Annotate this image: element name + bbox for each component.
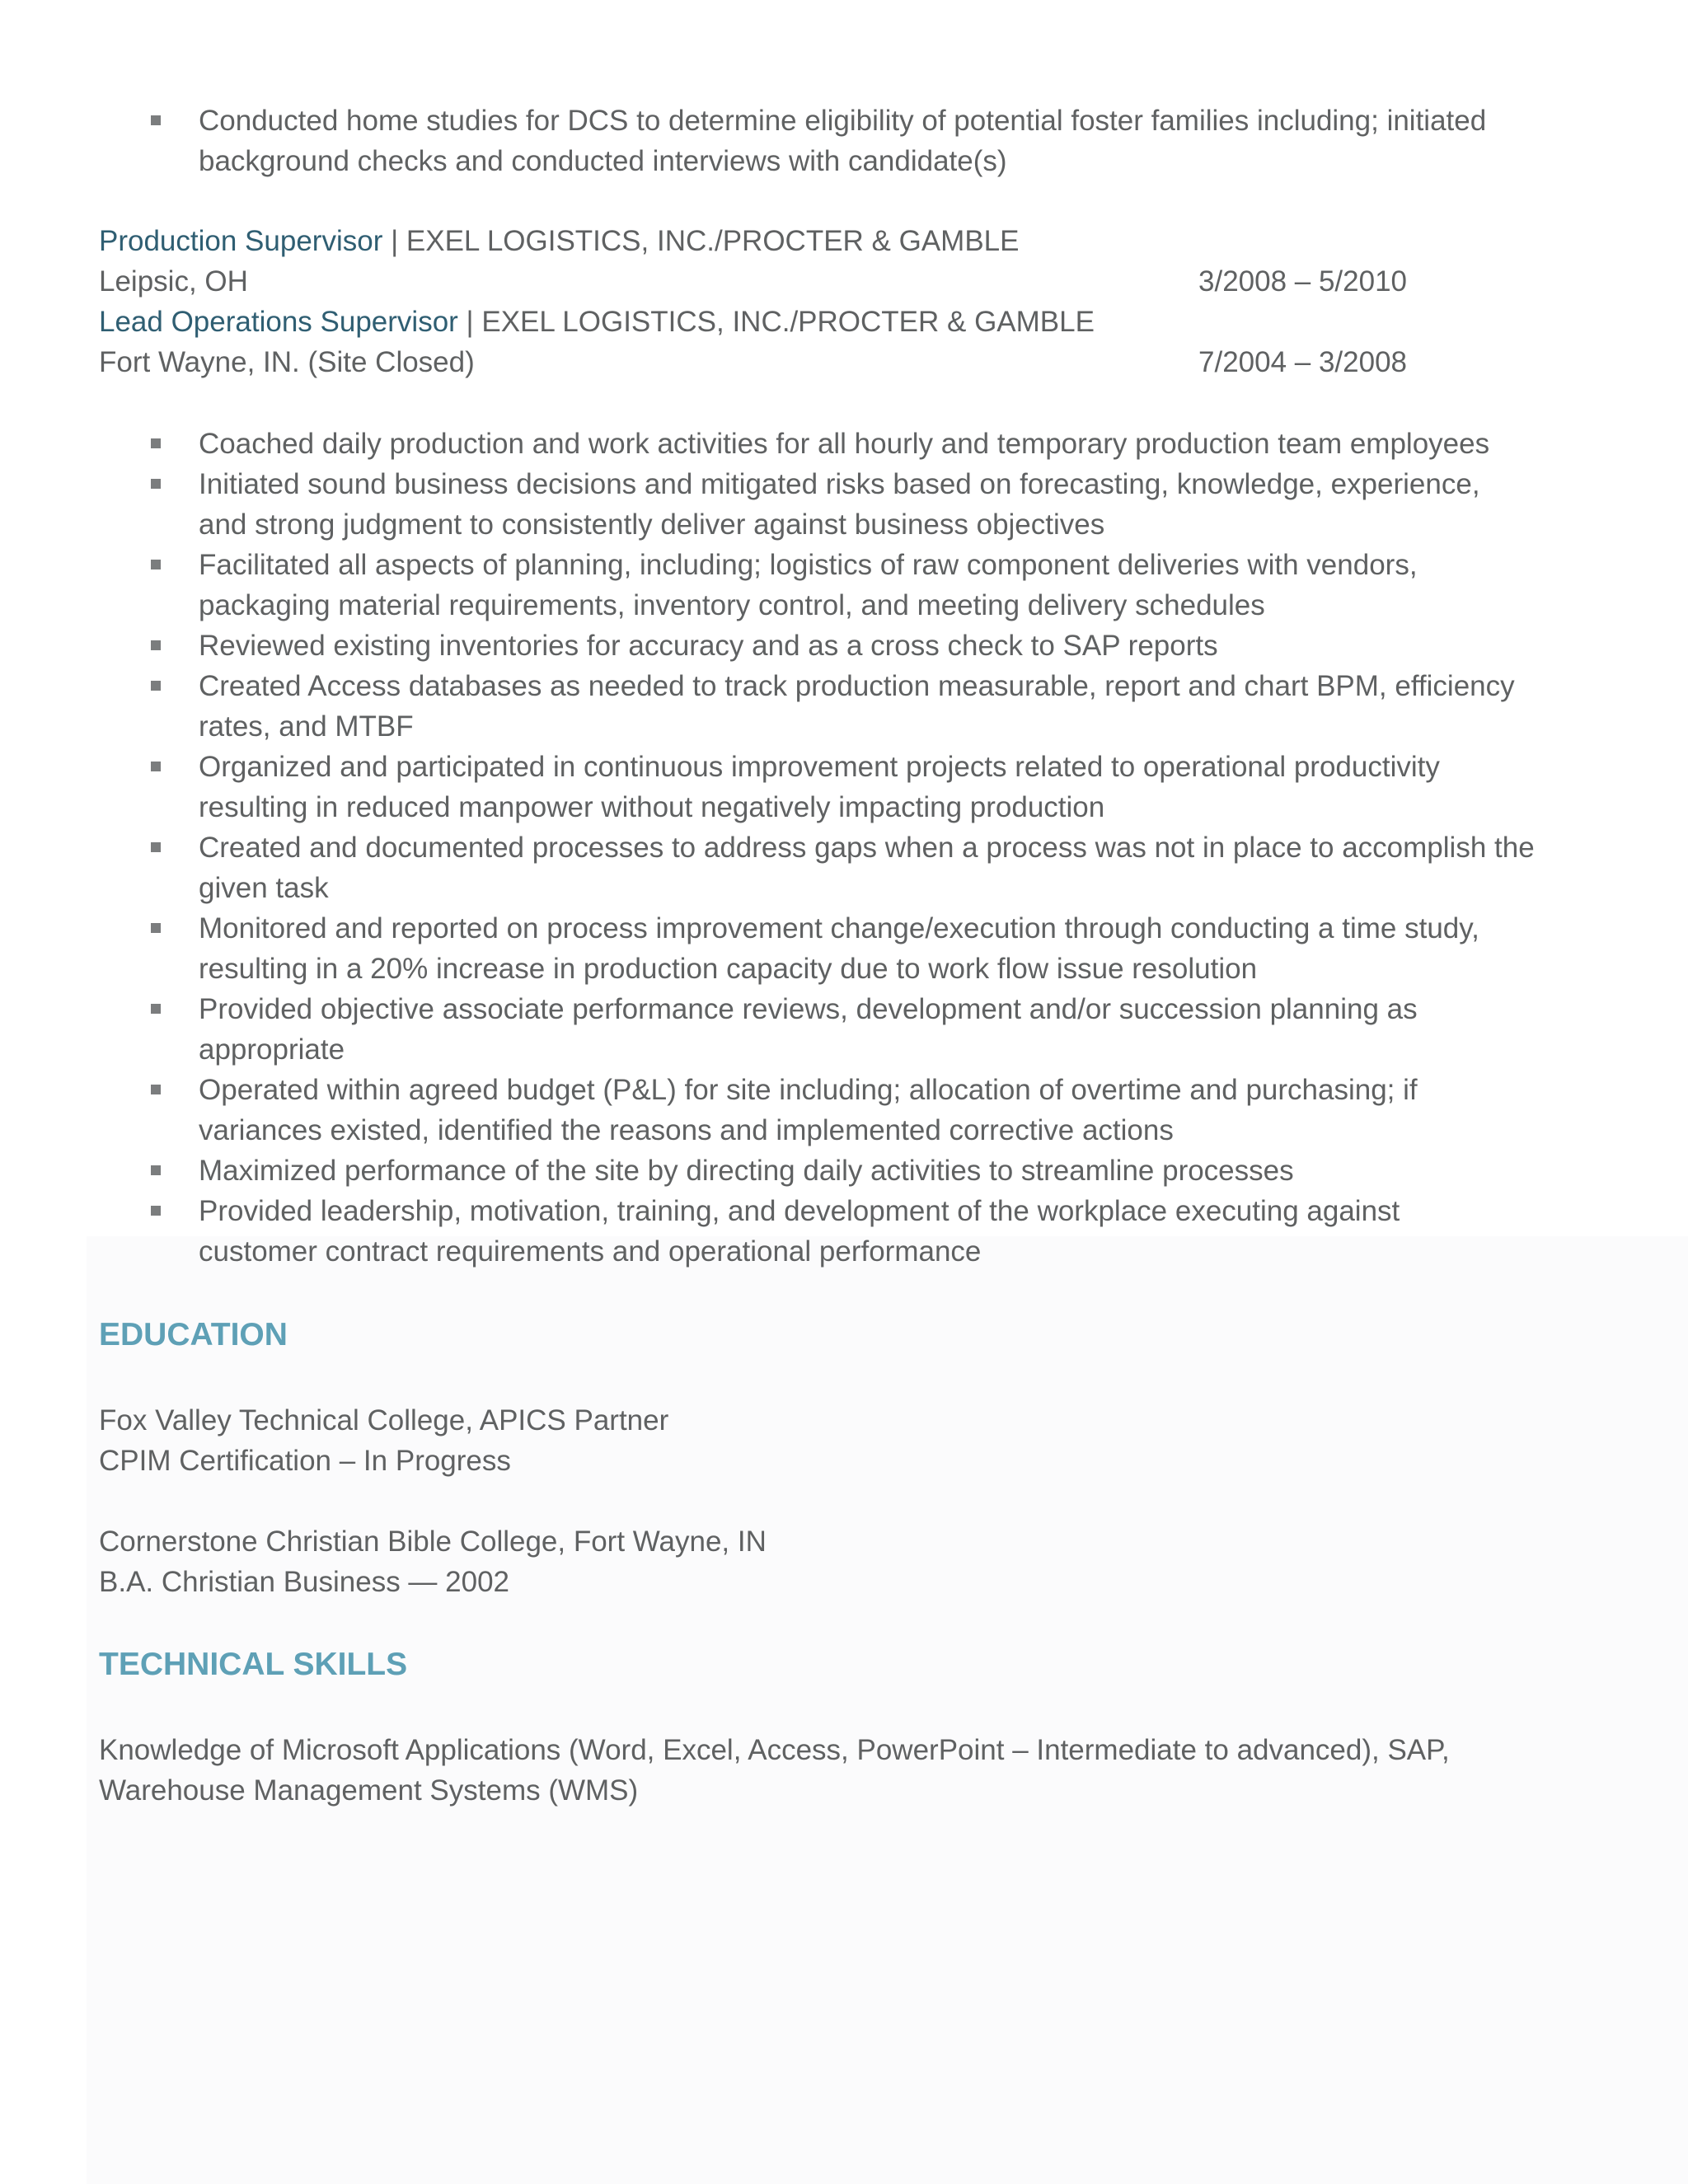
bullet-marker [151, 479, 161, 489]
bullet-marker [151, 762, 161, 771]
bullet-text: Reviewed existing inventories for accuracy and as a cross check to SAP reports [199, 630, 1218, 662]
section-heading-education: EDUCATION [99, 1317, 288, 1352]
job-title-line [99, 302, 1095, 342]
bullet-text: Organized and participated in continuous improvement projects related to operational productivity [199, 751, 1440, 783]
job-location: Leipsic, OH [99, 265, 248, 298]
bullet-text: given task [199, 872, 329, 904]
job-location: Fort Wayne, IN. (Site Closed) [99, 346, 475, 378]
skills-text: Knowledge of Microsoft Applications (Word, Excel, Access, PowerPoint – Intermediate to advanced), SAP, [99, 1734, 1450, 1766]
bullet-text: Operated within agreed budget (P&L) for site including; allocation of overtime and purchasing; if [199, 1074, 1418, 1106]
bullet-text: variances existed, identified the reasons and implemented corrective actions [199, 1114, 1174, 1146]
title-separator: | [457, 306, 482, 338]
bullet-text: Created Access databases as needed to track production measurable, report and chart BPM, efficiency [199, 670, 1515, 702]
section-heading-skills: TECHNICAL SKILLS [99, 1647, 408, 1682]
bullet-text: rates, and MTBF [199, 710, 414, 743]
bullet-text: Created and documented processes to address gaps when a process was not in place to accomplish the [199, 832, 1535, 864]
bullet-text: appropriate [199, 1033, 345, 1066]
bullet-text: and strong judgment to consistently deliver against business objectives [199, 509, 1105, 541]
bullet-text: customer contract requirements and operational performance [199, 1235, 982, 1268]
degree-detail: CPIM Certification – In Progress [99, 1445, 511, 1477]
skills-text: Warehouse Management Systems (WMS) [99, 1774, 639, 1807]
bullet-marker [151, 923, 161, 933]
bullet-marker [151, 1206, 161, 1216]
bullet-text: Provided objective associate performance reviews, development and/or succession planning as [199, 993, 1418, 1025]
job-title: Lead Operations Supervisor [99, 306, 458, 338]
bullet-text: Initiated sound business decisions and mitigated risks based on forecasting, knowledge, experience, [199, 468, 1480, 500]
job-dates: 3/2008 – 5/2010 [1198, 265, 1408, 298]
bullet-marker [151, 1004, 161, 1014]
bullet-text: Provided leadership, motivation, training, and development of the workplace executing against [199, 1195, 1400, 1227]
company-name: EXEL LOGISTICS, INC./PROCTER & GAMBLE [481, 306, 1095, 338]
bullet-text: Coached daily production and work activities for all hourly and temporary production team employees [199, 428, 1490, 460]
bullet-text: background checks and conducted interviews with candidate(s) [199, 145, 1007, 177]
bullet-marker [151, 560, 161, 569]
bullet-marker [151, 1085, 161, 1094]
bullet-text: resulting in a 20% increase in production capacity due to work flow issue resolution [199, 953, 1258, 985]
bullet-marker [151, 842, 161, 852]
job-title: Production Supervisor [99, 225, 383, 257]
bullet-text: resulting in reduced manpower without negatively impacting production [199, 791, 1105, 823]
bullet-marker [151, 681, 161, 691]
bullet-marker [151, 640, 161, 650]
bullet-text: Maximized performance of the site by directing daily activities to streamline processes [199, 1155, 1294, 1187]
bullet-marker [151, 115, 161, 125]
bullet-text: Conducted home studies for DCS to determine eligibility of potential foster families including; initiated [199, 105, 1487, 137]
company-name: EXEL LOGISTICS, INC./PROCTER & GAMBLE [406, 225, 1020, 257]
degree-detail: B.A. Christian Business — 2002 [99, 1566, 510, 1598]
school-name: Fox Valley Technical College, APICS Partner [99, 1404, 669, 1436]
job-dates: 7/2004 – 3/2008 [1198, 346, 1408, 378]
bullet-marker [151, 1165, 161, 1175]
title-separator: | [382, 225, 406, 257]
bullet-text: packaging material requirements, inventory control, and meeting delivery schedules [199, 589, 1265, 621]
job-title-line [99, 221, 1020, 261]
school-name: Cornerstone Christian Bible College, Fort Wayne, IN [99, 1526, 767, 1558]
bullet-text: Monitored and reported on process improvement change/execution through conducting a time study, [199, 912, 1479, 944]
bullet-marker [151, 438, 161, 448]
bullet-text: Facilitated all aspects of planning, including; logistics of raw component deliveries with vendors, [199, 549, 1418, 581]
